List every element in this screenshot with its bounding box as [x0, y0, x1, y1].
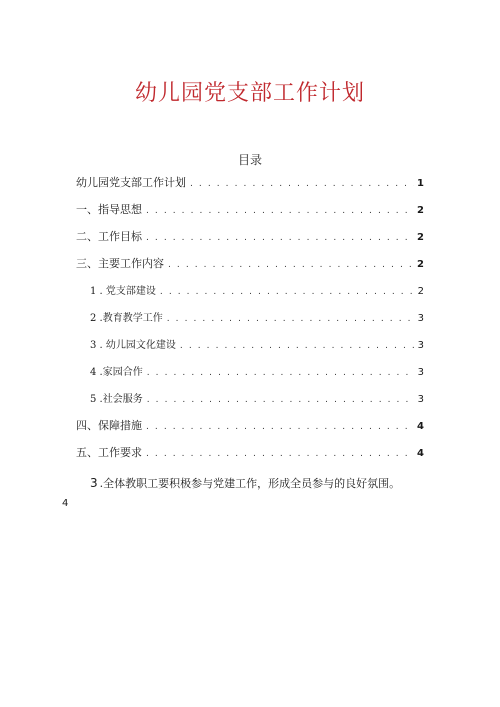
toc-entry-page: 1	[417, 178, 424, 189]
toc-leader-dots	[146, 449, 414, 459]
toc-entry-page: 3	[417, 340, 424, 351]
toc-entry[interactable]	[76, 174, 424, 201]
toc-entry-page: 2	[417, 286, 424, 297]
toc-entry-page: 3	[417, 313, 424, 324]
toc-leader-dots	[160, 287, 415, 297]
toc-subentry[interactable]	[76, 282, 424, 309]
toc-entry-page: 4	[417, 448, 424, 459]
toc-leader-dots	[146, 422, 414, 432]
table-of-contents	[76, 174, 424, 471]
toc-leader-dots	[147, 368, 415, 378]
toc-entry[interactable]	[76, 444, 424, 471]
body-paragraph	[62, 473, 436, 514]
toc-leader-dots	[167, 314, 415, 324]
toc-leader-dots	[180, 341, 415, 351]
toc-entry-page: 4	[417, 421, 424, 432]
toc-entry-label: 3 . 幼儿园文化建设	[90, 340, 176, 351]
toc-entry-page: 2	[417, 205, 424, 216]
toc-entry-label: 五、工作要求	[76, 446, 142, 459]
toc-entry-label: 幼儿园党支部工作计划	[76, 176, 186, 189]
toc-leader-dots	[146, 206, 414, 216]
toc-subentry[interactable]	[76, 309, 424, 336]
toc-subentry[interactable]	[76, 336, 424, 363]
toc-entry-page: 2	[417, 259, 424, 270]
toc-entry-label: 四、保障措施	[76, 419, 142, 432]
toc-entry-label: 4 .家园合作	[90, 367, 143, 378]
toc-entry-page: 2	[417, 232, 424, 243]
toc-heading: 目录	[237, 153, 262, 167]
toc-entry-label: 1 . 党支部建设	[90, 286, 156, 297]
toc-entry-page: 3	[417, 367, 424, 378]
toc-entry[interactable]	[76, 417, 424, 444]
toc-entry-label: 二、工作目标	[76, 230, 142, 243]
toc-entry-label: 5 .社会服务	[90, 394, 143, 405]
toc-leader-dots	[168, 260, 414, 270]
toc-subentry[interactable]	[76, 363, 424, 390]
toc-leader-dots	[147, 395, 415, 405]
toc-entry[interactable]	[76, 201, 424, 228]
toc-entry-page: 3	[417, 394, 424, 405]
toc-subentry[interactable]	[76, 390, 424, 417]
document-title: 幼儿园党支部工作计划	[134, 81, 365, 106]
toc-entry-label: 一、指导思想	[76, 203, 142, 216]
item-page-number: 4	[62, 498, 69, 509]
toc-entry-label: 2 .教育教学工作	[90, 313, 163, 324]
item-number: 3	[90, 476, 98, 490]
toc-entry-label: 三、主要工作内容	[76, 257, 164, 270]
toc-entry[interactable]	[76, 255, 424, 282]
toc-leader-dots	[190, 179, 414, 189]
toc-leader-dots	[146, 233, 414, 243]
toc-entry[interactable]	[76, 228, 424, 255]
item-text: .全体教职工要积极参与党建工作，形成全员参与的良好氛围。	[99, 477, 401, 490]
